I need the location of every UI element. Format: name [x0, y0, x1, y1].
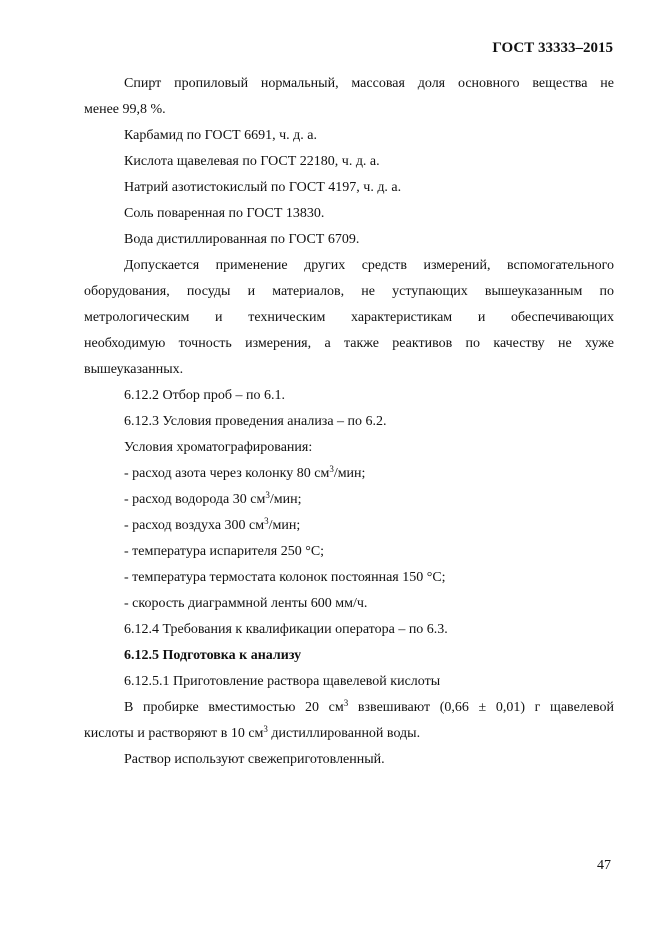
paragraph-substitution-line5: вышеуказанных. [84, 362, 184, 377]
condition-evaporator-temp: - температура испарителя 250 °С; [124, 544, 325, 559]
document-header: ГОСТ 33333–2015 [492, 40, 613, 56]
paragraph-propanol-line1: Спирт пропиловый нормальный, массовая доля основного вещества не [124, 76, 614, 91]
section-6-12-4: 6.12.4 Требования к квалификации оператора – по 6.3. [124, 622, 448, 637]
paragraph-substitution-line1: Допускается применение других средств измерений, вспомогательного [124, 258, 614, 273]
section-6-12-2: 6.12.2 Отбор проб – по 6.1. [124, 388, 285, 403]
preparation-note: Раствор используют свежеприготовленный. [124, 752, 385, 767]
section-6-12-3: 6.12.3 Условия проведения анализа – по 6.2. [124, 414, 387, 429]
page-number: 47 [597, 858, 611, 873]
section-6-12-5-heading: 6.12.5 Подготовка к анализу [124, 648, 302, 663]
condition-nitrogen-flow: - расход азота через колонку 80 $см^3$/мин; [124, 464, 366, 481]
paragraph-propanol-line2: менее 99,8 %. [84, 102, 166, 117]
reagent-sodium-nitrite: Натрий азотистокислый по ГОСТ 4197, ч. д. а. [124, 180, 402, 195]
preparation-line2: кислоты и растворяют в 10 $см^3$ дистиллированной воды. [84, 724, 421, 741]
reagent-salt: Соль поваренная по ГОСТ 13830. [124, 206, 325, 221]
reagent-water: Вода дистиллированная по ГОСТ 6709. [124, 232, 360, 247]
reagent-oxalic-acid: Кислота щавелевая по ГОСТ 22180, ч. д. а. [124, 154, 380, 169]
reagent-carbamide: Карбамид по ГОСТ 6691, ч. д. а. [124, 128, 317, 143]
section-6-12-5-1: 6.12.5.1 Приготовление раствора щавелевой кислоты [124, 674, 441, 689]
condition-hydrogen-flow: - расход водорода 30 $см^3$/мин; [124, 490, 302, 507]
preparation-line1: В пробирке вместимостью 20 $см^3$ взвешивают (0,66 ± 0,01) г щавелевой [124, 698, 614, 715]
paragraph-substitution-line2: оборудования, посуды и материалов, не уступающих вышеуказанным по [84, 284, 614, 299]
paragraph-substitution-line4: необходимую точность измерения, а также реактивов по качеству не хуже [84, 336, 614, 351]
condition-chart-speed: - скорость диаграммной ленты 600 мм/ч. [124, 596, 368, 611]
condition-column-temp: - температура термостата колонок постоянная 150 °С; [124, 570, 446, 585]
paragraph-substitution-line3: метрологическим и техническим характеристикам и обеспечивающих [84, 310, 614, 325]
conditions-title: Условия хроматографирования: [124, 440, 313, 455]
page-body [84, 71, 614, 773]
condition-air-flow: - расход воздуха 300 $см^3$/мин; [124, 516, 301, 533]
